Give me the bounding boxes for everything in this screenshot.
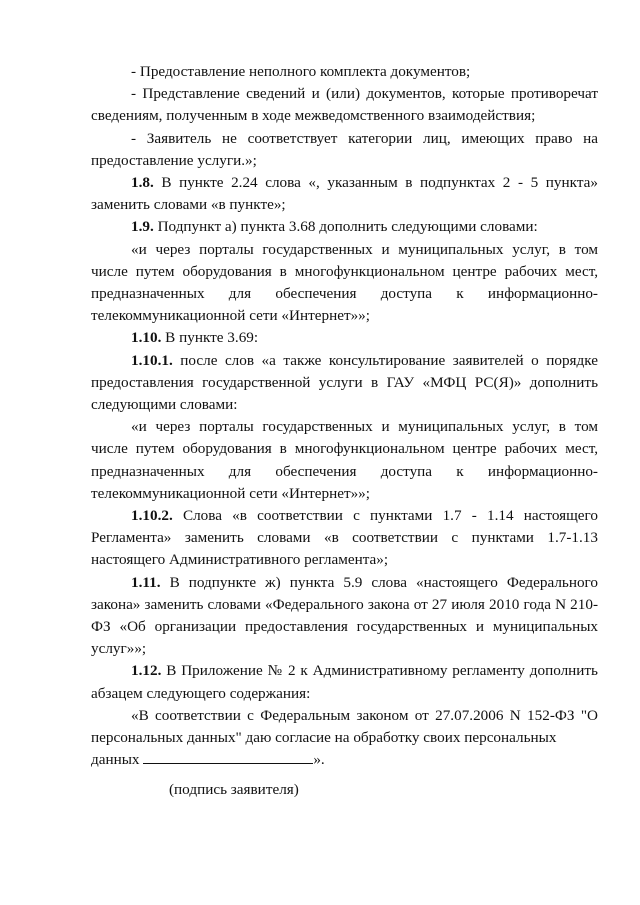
paragraph (91, 239, 598, 328)
paragraph-text: - Заявитель не соответствует категории лиц, имеющих право на предоставление услуги.»; (91, 129, 598, 169)
signature-suffix: ». (313, 751, 325, 769)
clause-number: 1.10. (131, 329, 162, 347)
paragraph-text: «и через порталы государственных и муниципальных услуг, в том числе путем оборудования в многофункциональном центре рабочих мест, предназначенных для обеспечения доступа к информационно-телекоммуникационной сети «Интернет»»; (91, 240, 598, 325)
paragraph (91, 350, 598, 417)
paragraph-text: - Предоставление неполного комплекта документов; (131, 63, 471, 80)
signature-line (91, 749, 598, 771)
paragraph (91, 83, 598, 127)
paragraph (91, 216, 598, 238)
paragraph-text: Слова «в соответствии с пунктами 1.7 - 1.14 настоящего Регламента» заменить словами «в соответствии с пунктами 1.7-1.13 настоящего Административного регламента»; (91, 507, 598, 569)
paragraph-text: В пункте 3.69: (161, 329, 259, 347)
paragraph (91, 128, 598, 172)
paragraph-text: Подпункт а) пункта 3.68 дополнить следующими словами: (153, 218, 538, 236)
clause-number: 1.12. (131, 662, 162, 680)
paragraph (91, 572, 598, 661)
clause-number: 1.10.2. (131, 507, 173, 525)
signature-prefix: данных (91, 751, 144, 769)
paragraph (91, 705, 598, 749)
signature-blank (143, 749, 313, 764)
paragraph (91, 416, 598, 505)
clause-number: 1.10.1. (131, 351, 173, 369)
clause-number: 1.8. (131, 174, 154, 192)
paragraph (91, 61, 598, 83)
paragraph (91, 660, 598, 704)
paragraph (91, 505, 598, 572)
paragraph-text: после слов «а также консультирование заявителей о порядке предоставления государственной услуги в ГАУ «МФЦ РС(Я)» дополнить следующими словами: (91, 351, 598, 414)
document-body (91, 61, 598, 801)
clause-number: 1.9. (131, 218, 154, 236)
paragraph-text: «В соответствии с Федеральным законом от 27.07.2006 N 152-ФЗ "О персональных данных" даю согласие на обработку своих персональных (91, 706, 598, 747)
paragraph-text: - Представление сведений и (или) документов, которые противоречат сведениям, полученным в ходе межведомственного взаимодействия; (91, 85, 598, 125)
paragraph-text: «и через порталы государственных и муниципальных услуг, в том числе путем оборудования в многофункциональном центре рабочих мест, предназначенных для обеспечения доступа к информационно-телекоммуникационной сети «Интернет»»; (91, 418, 598, 502)
clause-number: 1.11. (131, 573, 161, 591)
paragraph (91, 327, 598, 349)
paragraph-text: В подпункте ж) пункта 5.9 слова «настоящего Федерального закона» заменить словами «Федерального закона от 27 июля 2010 года N 210-ФЗ «Об организации предоставления государственных и муниципальных услуг»»; (91, 573, 598, 658)
signature-caption: (подпись заявителя) (169, 780, 299, 798)
paragraph-text: В пункте 2.24 слова «, указанным в подпунктах 2 - 5 пункта» заменить словами «в пункте»; (91, 174, 598, 214)
paragraph-text: В Приложение № 2 к Административному регламенту дополнить абзацем следующего содержания: (91, 662, 598, 702)
paragraph (91, 172, 598, 216)
